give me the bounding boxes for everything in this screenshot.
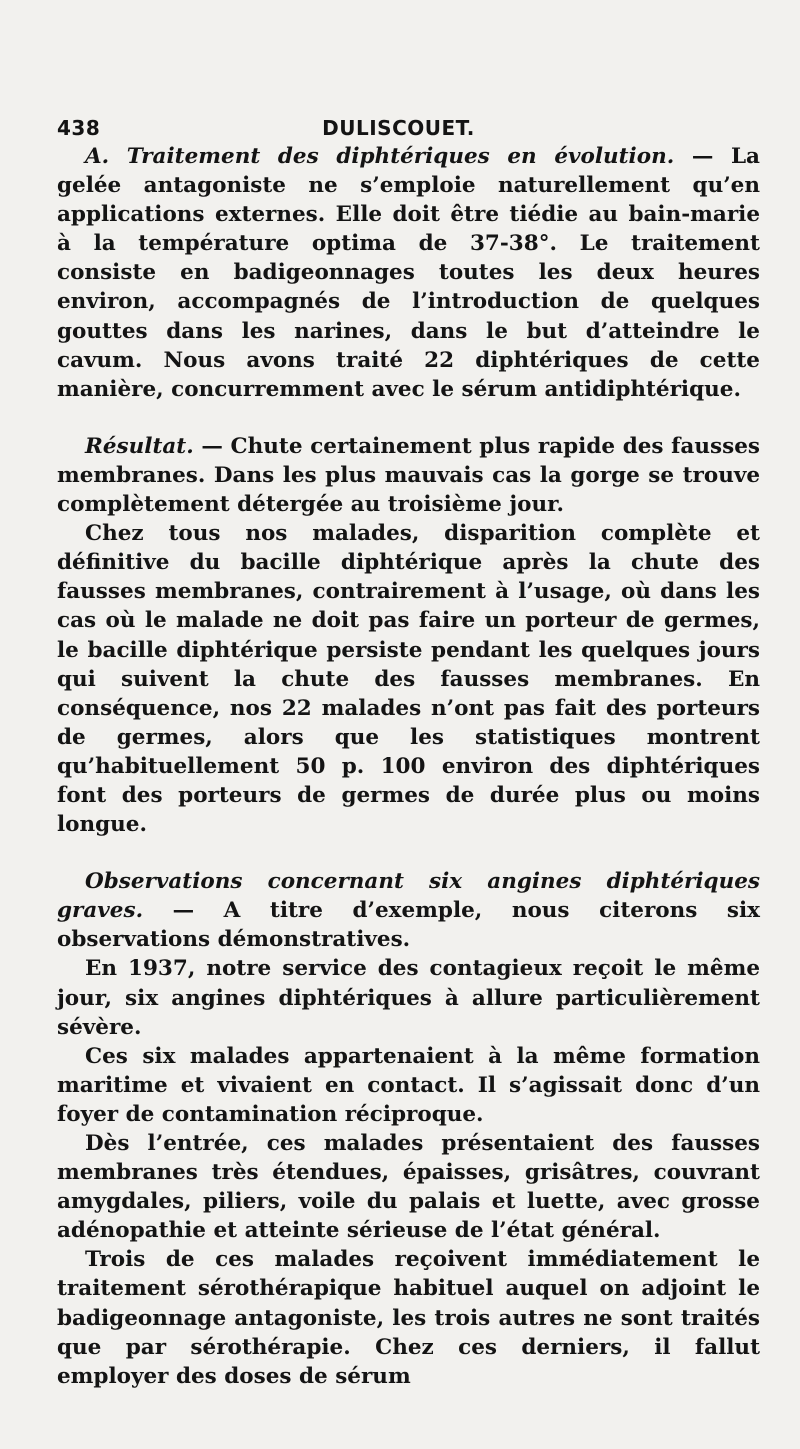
paragraph-text: — Chute certainement plus rapide des fausses membranes. Dans les plus mauvais cas la gorge se trouve complètement détergée au troisième jour. [57,433,760,518]
paragraph-therapy [57,1245,760,1390]
paragraph-text: Dès l’entrée, ces malades présentaient des fausses membranes très étendues, épaisses, grisâtres, couvrant amygdales, piliers, voile du palais et luette, avec grosse adénopathie et atteinte sérieuse de l’état général. [57,1131,760,1244]
paragraph-text: Ces six malades appartenaient à la même formation maritime et vivaient en contact. Il s’agissait donc d’un foyer de contamination réciproque. [57,1043,760,1127]
paragraph-text: Chez tous nos malades, disparition complète et définitive du bacille diphtérique après la chute des fausses membranes, contrairement à l’usage, où dans les cas où le malade ne doit pas faire un porteur de germes, le bacille diphtérique persiste pendant les quelques jours qui suivent la chute des fausses membranes. En conséquence, nos 22 malades n’ont pas fait des porteurs de germes, alors que les statistiques montrent qu’habituellement 50 p. 100 environ des diphtériques font des porteurs de germes de durée plus ou moins longue. [57,521,760,838]
page-number: 438 [57,116,101,140]
paragraph-treatment [57,142,760,404]
running-head: DULISCOUET. [322,116,475,140]
paragraph-text: Trois de ces malades reçoivent immédiatement le traitement sérothérapique habituel auquel on adjoint le badigeonnage antagoniste, les trois autres ne sont traités que par sérothérapie. Chez ces derniers, il fallut employer des doses de sérum [57,1247,760,1389]
paragraph-1937 [57,954,760,1041]
paragraph-admission [57,1129,760,1245]
section-heading-result: Résultat. [85,433,194,459]
paragraph-observations [57,867,760,954]
paragraph-text: — La gelée antagoniste ne s’emploie naturellement qu’en applications externes. Elle doit être tiédie au bain-marie à la température optima de 37-38°. Le traitement consiste en badigeonnages toutes les deux heures environ, accompagnés de l’introduction de quelques gouttes dans les narines, dans le but d’atteindre le cavum. Nous avons traité 22 diphtériques de cette manière, concurremment avec le sérum antidiphtérique. [57,144,760,402]
body-text [57,142,760,1391]
paragraph-contact [57,1042,760,1129]
paragraph-text: — A titre d’exemple, nous citerons six observations démonstratives. [57,898,760,953]
page-header [57,106,760,142]
section-heading-treatment: A. Traitement des diphtériques en évolution. [85,144,675,169]
paragraph-text: En 1937, notre service des contagieux reçoit le même jour, six angines diphtériques à allure particulièrement sévère. [57,956,760,1040]
paragraph-bacillus [57,519,760,839]
paragraph-result [57,432,760,519]
section-heading-observations: Observations concernant six angines diphtériques graves. [57,869,760,924]
